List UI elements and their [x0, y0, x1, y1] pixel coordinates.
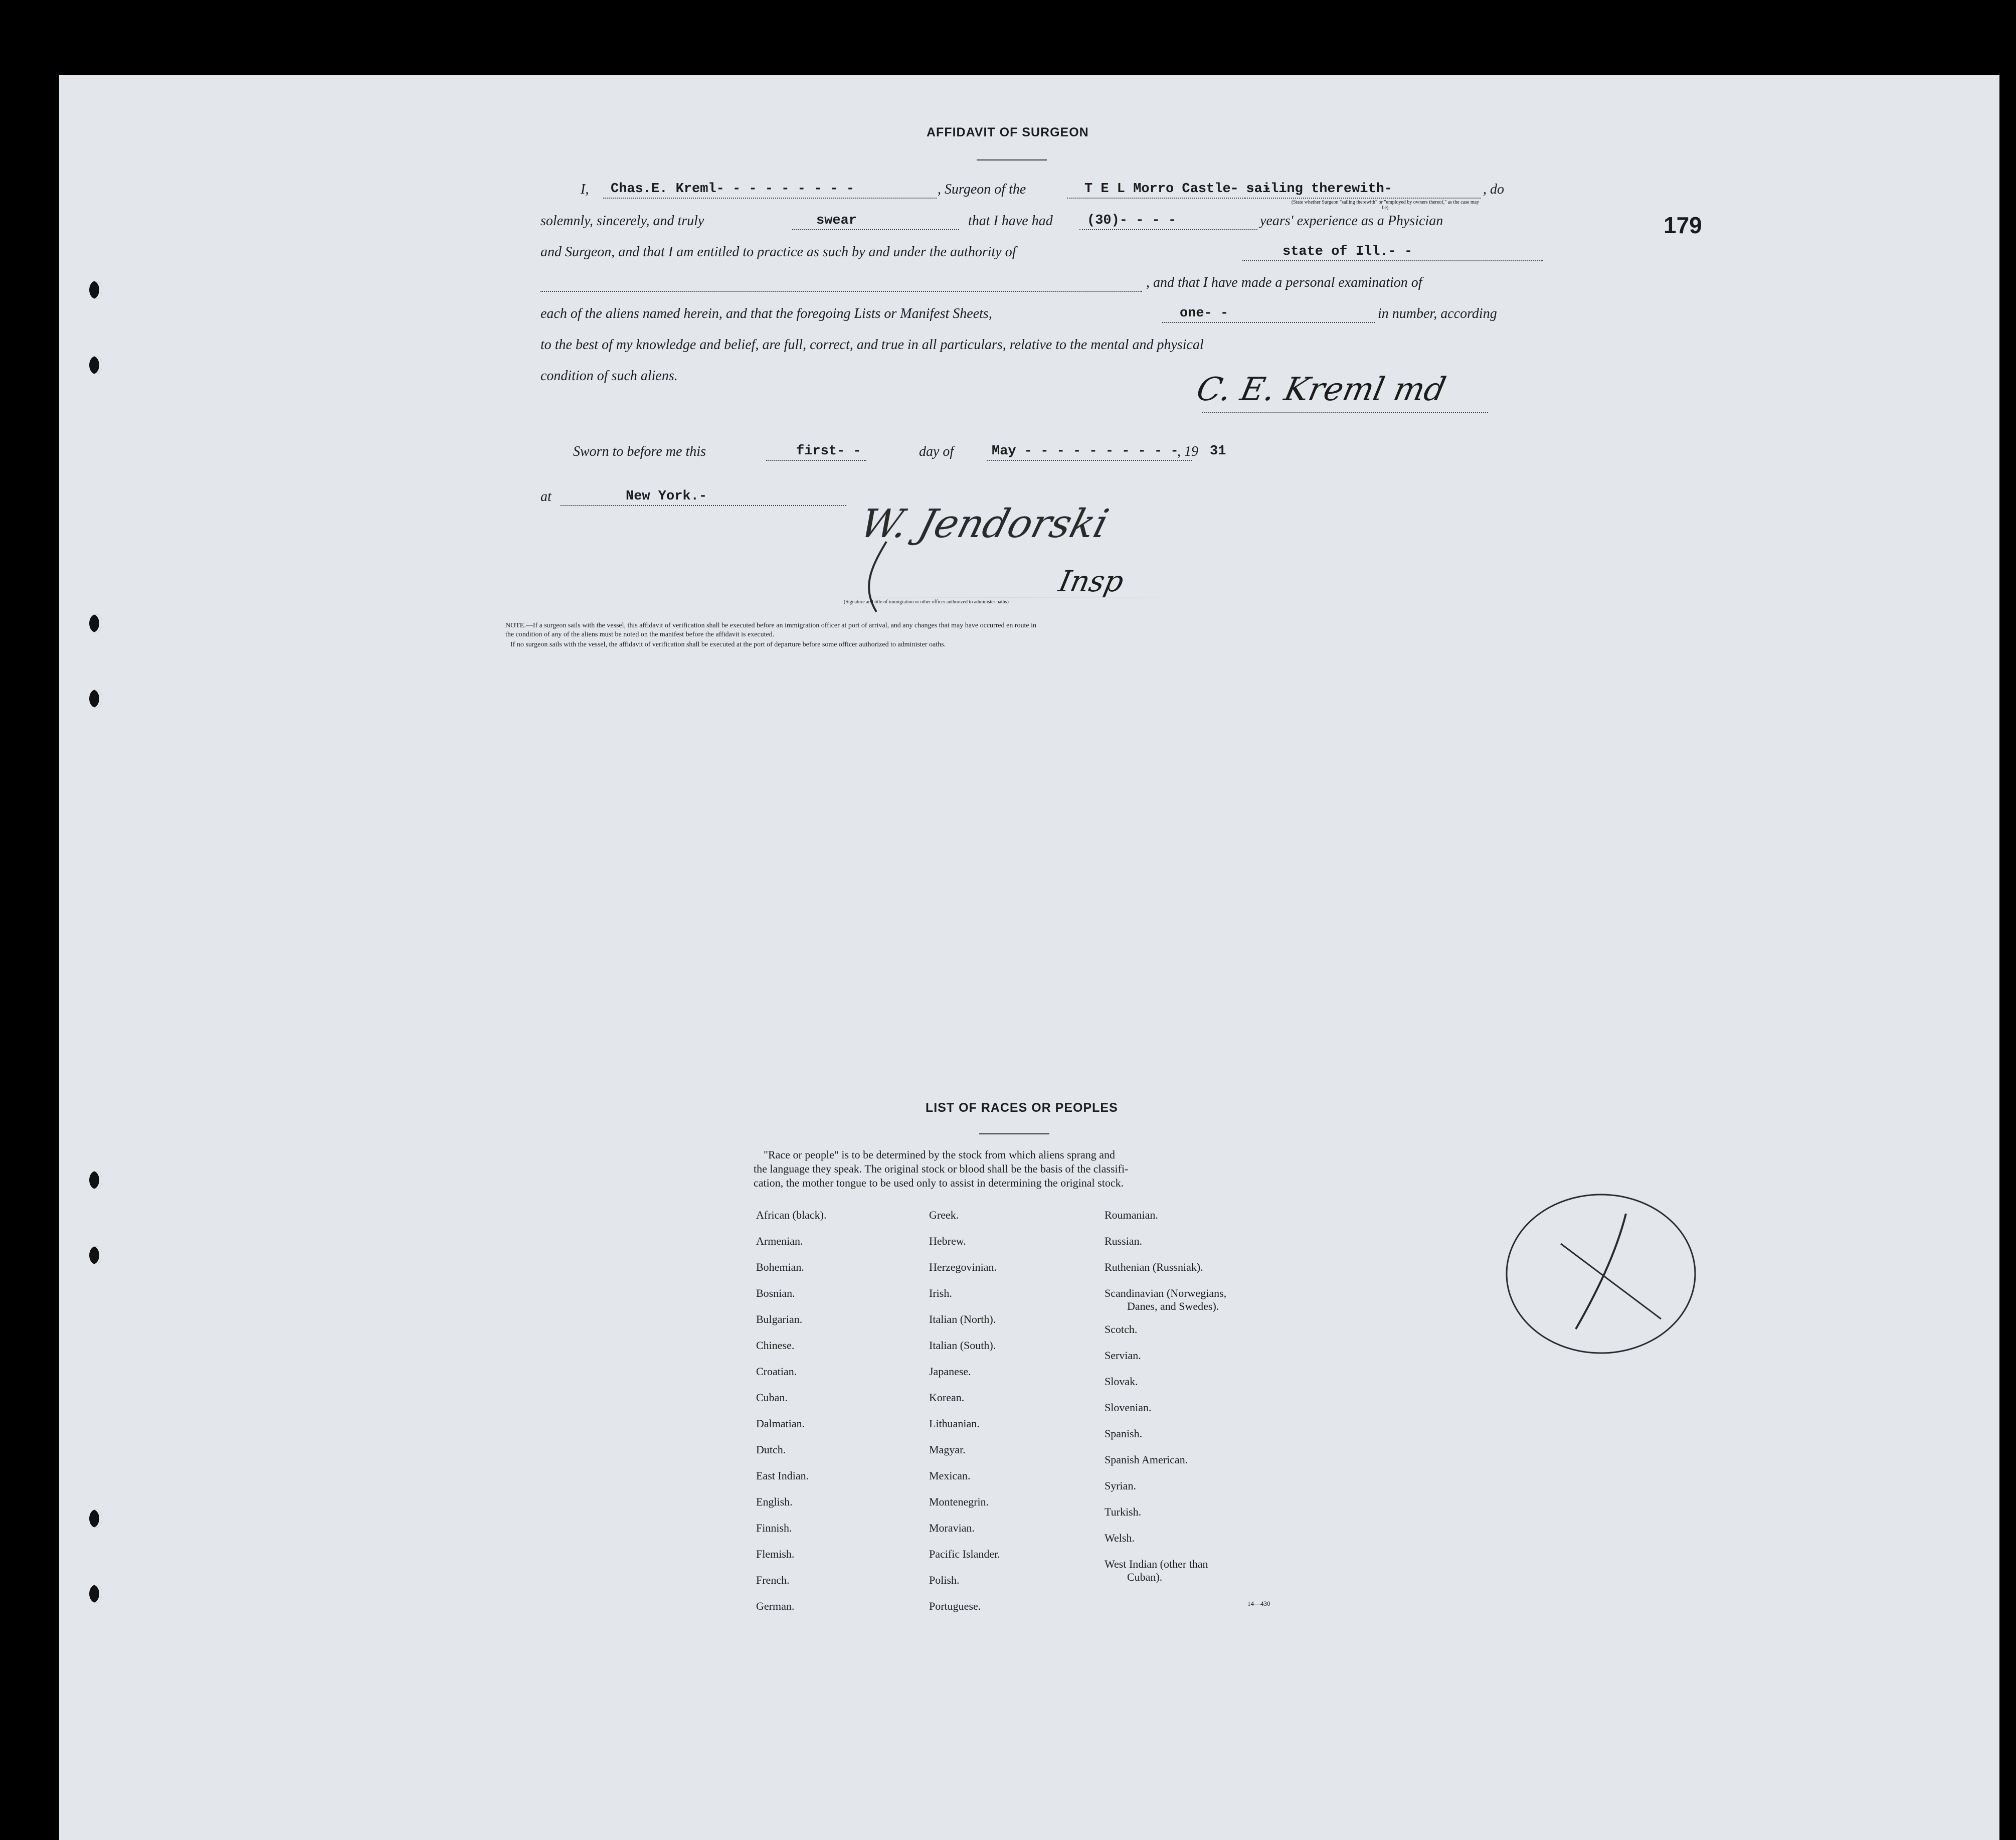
officer-signature-flourish [856, 542, 906, 617]
sheet-count: one- - [1180, 306, 1229, 321]
surgeon-name: Chas.E. Kreml- - - - - - - - - [611, 182, 855, 197]
races-intro-3: cation, the mother tongue to be used only to assist in determining the original stock. [754, 1177, 1124, 1189]
punch-hole [89, 690, 102, 708]
race-item: Bosnian. [756, 1287, 795, 1299]
race-item: Slovak. [1105, 1375, 1138, 1388]
race-item: Dutch. [756, 1443, 786, 1456]
race-item: Scandinavian (Norwegians, [1105, 1287, 1227, 1299]
races-title-underline [979, 1133, 1049, 1134]
note-line-3: If no surgeon sails with the vessel, the affidavit of verification shall be executed at the port of departure before some officer authorized to administer oaths. [510, 641, 946, 648]
race-item: Croatian. [756, 1365, 797, 1378]
race-item: Irish. [929, 1287, 952, 1299]
sailing-note: (State whether Surgeon "sailing therewith" or "employed by owners thereof," as the case may be) [1291, 200, 1480, 211]
officer-signature: W. Jendorski [855, 501, 1114, 547]
punch-hole [89, 1246, 102, 1264]
officer-caption: (Signature and title of immigration or other officer authorized to administer oaths) [844, 599, 1009, 605]
race-item: Italian (South). [929, 1339, 996, 1352]
note-line-1: NOTE.—If a surgeon sails with the vessel, this affidavit of verification shall be executed before an immigration officer at port of arrival, and any changes that may have occurred en route in [505, 622, 1036, 629]
race-item: Danes, and Swedes). [1127, 1300, 1219, 1312]
dotted-rule [1162, 322, 1375, 323]
surgeon-signature: C. E. Kreml md [1193, 371, 1449, 408]
signature-line [1202, 412, 1488, 413]
line2-prefix: solemnly, sincerely, and truly [540, 213, 704, 229]
note-line-2: the condition of any of the aliens must be noted on the manifest before the affidavit is executed. [505, 631, 775, 638]
line1-do: , do [1483, 182, 1504, 197]
dotted-rule [1067, 198, 1245, 199]
race-item: Spanish. [1105, 1427, 1143, 1440]
race-item: Korean. [929, 1391, 965, 1404]
line5-text: each of the aliens named herein, and that the foregoing Lists or Manifest Sheets, [540, 306, 992, 321]
race-item: Magyar. [929, 1443, 966, 1456]
race-item: Herzegovinian. [929, 1261, 997, 1273]
race-item: Pacific Islander. [929, 1548, 1000, 1560]
oath-word: swear [816, 213, 857, 228]
sworn-day: first- - [796, 444, 861, 459]
years-experience: (30)- - - - [1087, 213, 1177, 228]
race-item: Syrian. [1105, 1479, 1136, 1492]
race-item: German. [756, 1600, 795, 1612]
line3-text: and Surgeon, and that I am entitled to practice as such by and under the authority of [540, 244, 1016, 260]
race-item: French. [756, 1574, 790, 1586]
dotted-rule [792, 229, 959, 230]
sworn-century: , 19 [1177, 444, 1198, 459]
dotted-rule [561, 505, 846, 506]
authority: state of Ill.- - [1282, 244, 1413, 259]
race-item: Servian. [1105, 1349, 1141, 1362]
dotted-rule [1245, 198, 1481, 199]
race-item: Flemish. [756, 1548, 795, 1560]
punch-hole [89, 614, 102, 632]
page-number: 179 [1664, 212, 1702, 238]
race-item: Montenegrin. [929, 1495, 989, 1508]
manifest-page [59, 75, 1999, 1840]
sworn-prefix: Sworn to before me this [573, 444, 706, 459]
at-label: at [540, 489, 552, 505]
race-item: Cuban. [756, 1391, 788, 1404]
races-intro-2: the language they speak. The original stock or blood shall be the basis of the classifi- [754, 1162, 1129, 1175]
dotted-rule [1242, 260, 1543, 261]
sworn-place: New York.- [626, 489, 707, 504]
race-item: Hebrew. [929, 1235, 966, 1247]
line2-suffix: years' experience as a Physician [1260, 213, 1443, 229]
race-item: Armenian. [756, 1235, 803, 1247]
race-item: Dalmatian. [756, 1417, 805, 1430]
race-item: Roumanian. [1105, 1209, 1158, 1221]
sworn-month: May - - - - - - - - - - [992, 444, 1179, 459]
race-item: Spanish American. [1105, 1453, 1188, 1466]
dotted-rule [603, 198, 937, 199]
line5-suffix: in number, according [1378, 306, 1497, 321]
dotted-rule [766, 460, 866, 461]
race-item: Scotch. [1105, 1323, 1138, 1335]
officer-title: Insp [1055, 564, 1127, 598]
punch-hole [89, 1171, 102, 1189]
line2-middle: that I have had [968, 213, 1053, 229]
dotted-rule [987, 460, 1192, 461]
punch-hole [89, 281, 102, 299]
race-item: Welsh. [1105, 1532, 1135, 1544]
race-item: Slovenian. [1105, 1401, 1152, 1414]
dotted-rule [540, 291, 1142, 292]
punch-hole [89, 1510, 102, 1528]
vessel-name: T E L Morro Castle- - - [1084, 182, 1271, 197]
race-item: Finnish. [756, 1522, 792, 1534]
dotted-rule [1079, 229, 1257, 230]
sworn-year: 31 [1210, 444, 1226, 459]
sailing-status: - sailing therewith- [1230, 182, 1393, 197]
races-title: LIST OF RACES OR PEOPLES [926, 1101, 1118, 1115]
race-item: English. [756, 1495, 793, 1508]
race-item: Mexican. [929, 1469, 971, 1482]
race-item: Chinese. [756, 1339, 795, 1352]
race-item: Cuban). [1127, 1571, 1163, 1583]
races-intro-1: "Race or people" is to be determined by the stock from which aliens sprang and [764, 1148, 1115, 1161]
race-item: Bulgarian. [756, 1313, 803, 1325]
race-item: Portuguese. [929, 1600, 981, 1612]
race-item: Italian (North). [929, 1313, 996, 1325]
race-item: West Indian (other than [1105, 1558, 1208, 1570]
circle-cross-mark [1501, 1184, 1701, 1364]
race-item: Japanese. [929, 1365, 971, 1378]
line7-text: condition of such aliens. [540, 368, 678, 384]
sworn-day-of: day of [919, 444, 954, 459]
race-item: East Indian. [756, 1469, 809, 1482]
race-item: Polish. [929, 1574, 960, 1586]
race-item: Greek. [929, 1209, 959, 1221]
race-item: Turkish. [1105, 1506, 1142, 1518]
race-item: Bohemian. [756, 1261, 804, 1273]
punch-hole [89, 1585, 102, 1603]
race-item: African (black). [756, 1209, 827, 1221]
line1-surgeon-of: , Surgeon of the [938, 182, 1026, 197]
line1-prefix: I, [581, 182, 589, 197]
affidavit-title: AFFIDAVIT OF SURGEON [927, 125, 1089, 139]
form-code: 14—430 [1247, 1600, 1270, 1607]
title-underline [977, 159, 1047, 160]
race-item: Russian. [1105, 1235, 1143, 1247]
race-item: Moravian. [929, 1522, 975, 1534]
line6-text: to the best of my knowledge and belief, are full, correct, and true in all particulars, relative to the mental and physical [540, 337, 1204, 353]
race-item: Lithuanian. [929, 1417, 980, 1430]
line4-text: , and that I have made a personal examination of [1146, 275, 1422, 290]
punch-hole [89, 356, 102, 374]
race-item: Ruthenian (Russniak). [1105, 1261, 1203, 1273]
